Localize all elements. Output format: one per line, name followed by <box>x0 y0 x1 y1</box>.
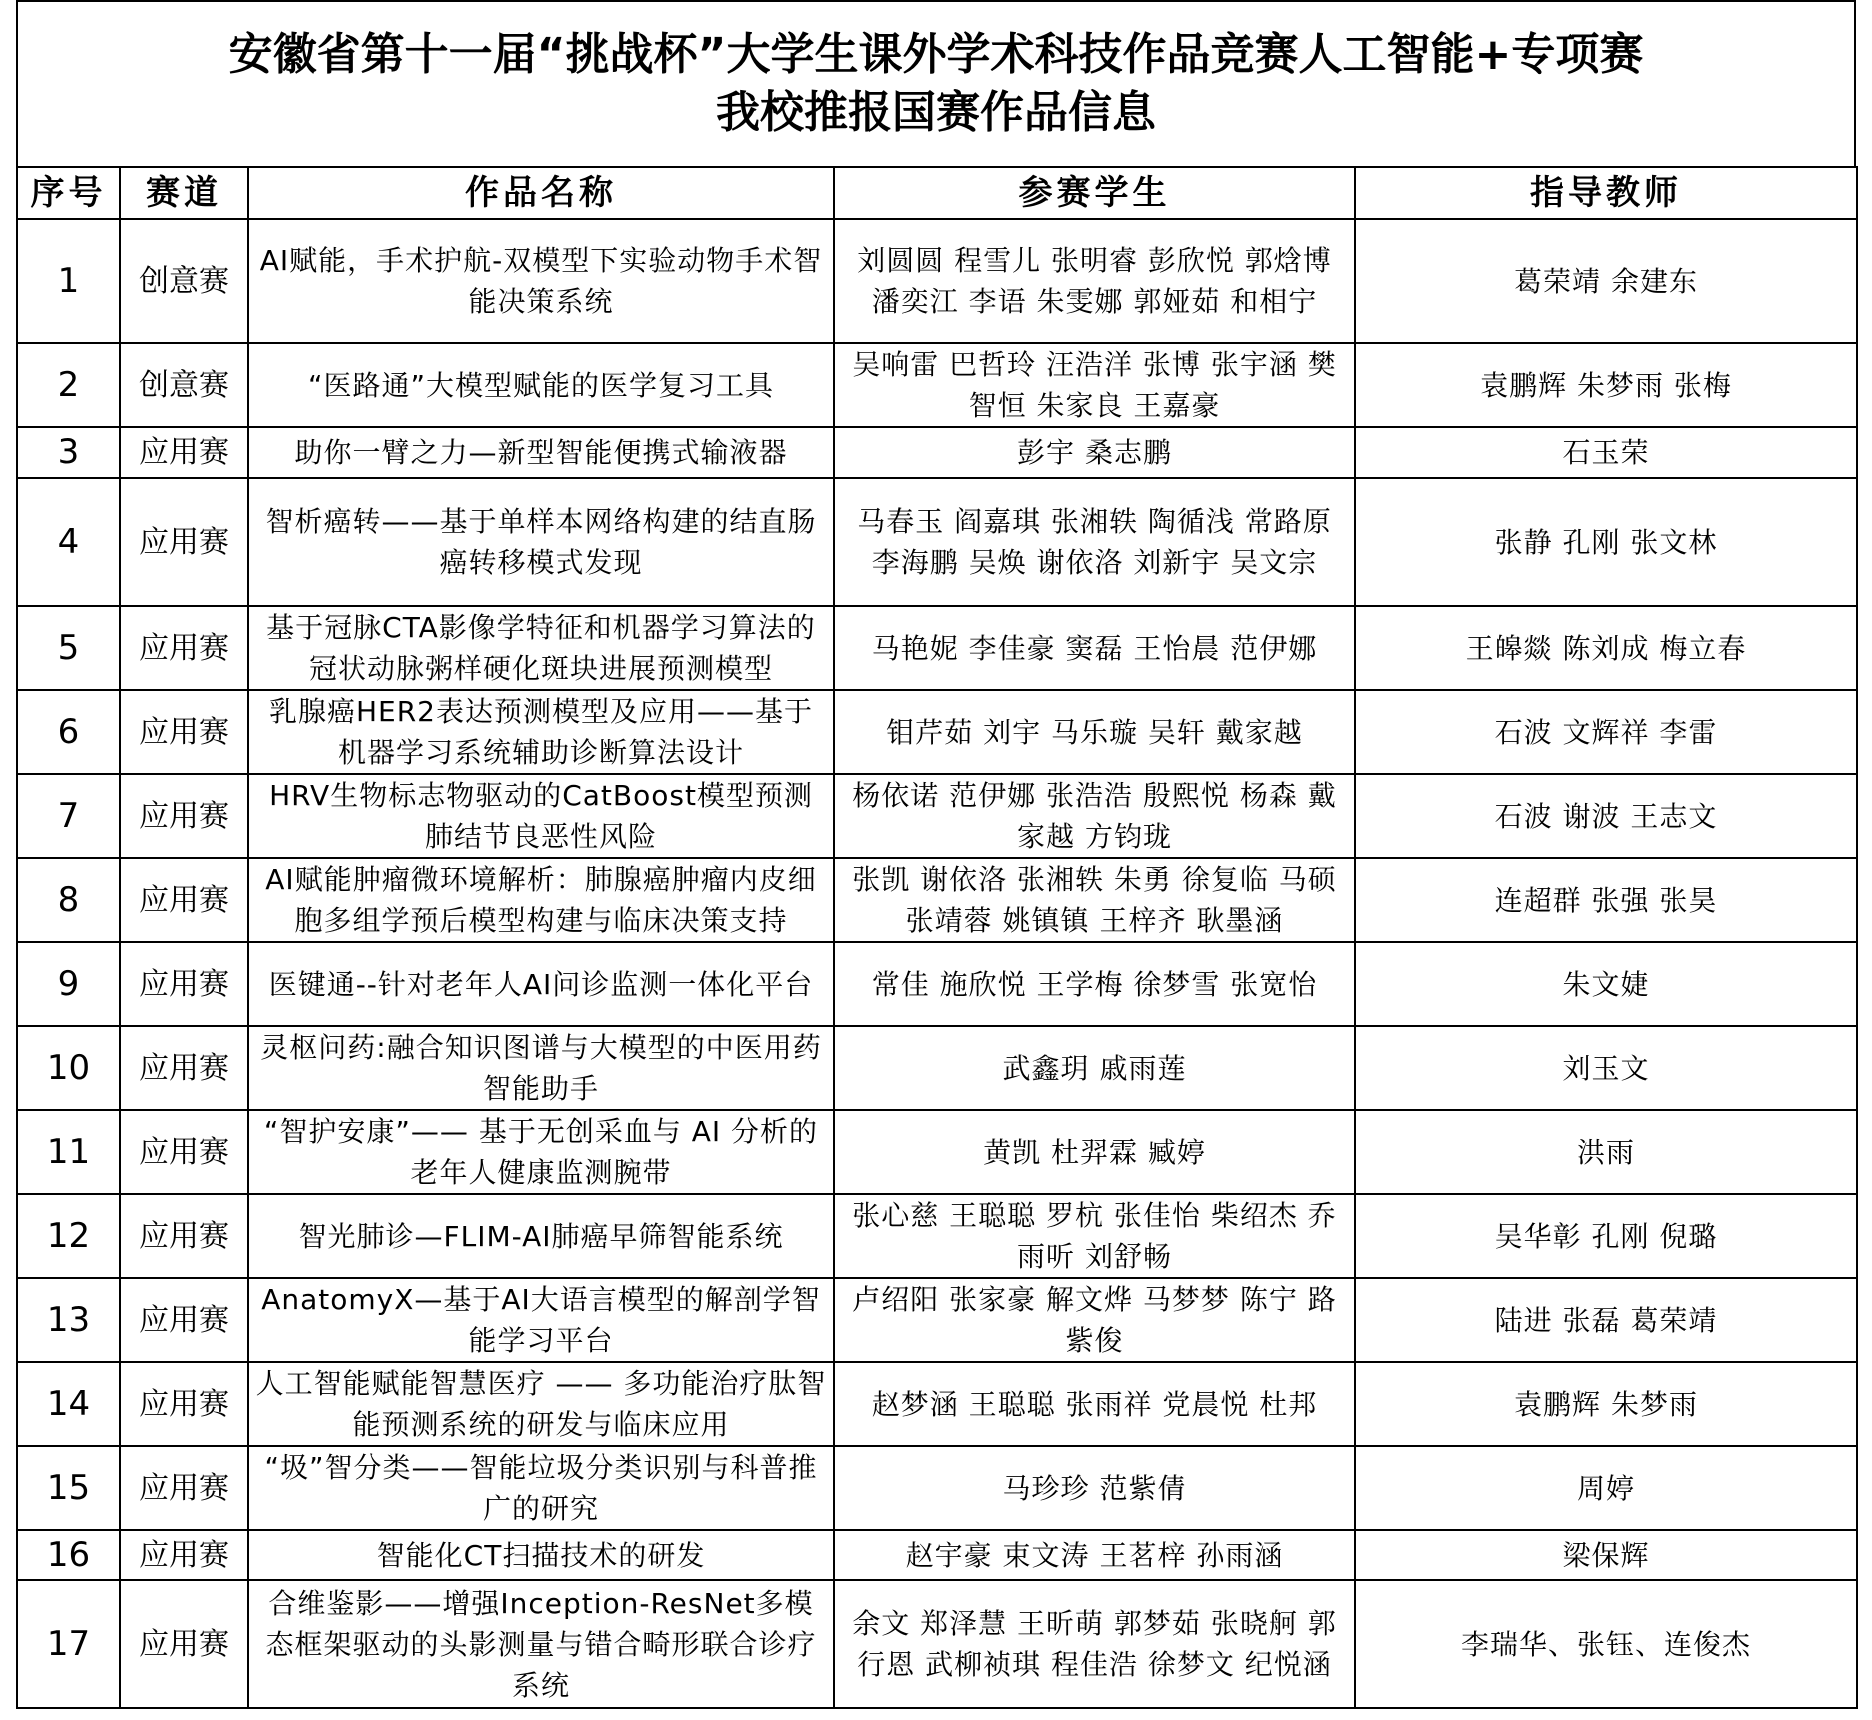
row-students: 刘圆圆 程雪儿 张明睿 彭欣悦 郭焓博 潘奕江 李语 朱雯娜 郭娅茹 和相宁 <box>834 219 1355 343</box>
row-track: 应用赛 <box>120 478 248 606</box>
row-teachers: 葛荣靖 余建东 <box>1355 219 1857 343</box>
row-number: 12 <box>17 1194 120 1278</box>
row-students: 钼芹茹 刘宇 马乐璇 吴轩 戴家越 <box>834 690 1355 774</box>
row-track: 应用赛 <box>120 774 248 858</box>
row-title: AnatomyX—基于AI大语言模型的解剖学智能学习平台 <box>248 1278 834 1362</box>
document-subtitle: 我校推报国赛作品信息 <box>716 87 1156 138</box>
row-teachers: 梁保辉 <box>1355 1530 1857 1580</box>
row-students: 杨依诺 范伊娜 张浩浩 殷熙悦 杨森 戴家越 方钧珑 <box>834 774 1355 858</box>
row-title: “智护安康”—— 基于无创采血与 AI 分析的老年人健康监测腕带 <box>248 1110 834 1194</box>
row-number: 11 <box>17 1110 120 1194</box>
row-teachers: 石波 文辉祥 李雷 <box>1355 690 1857 774</box>
row-number: 13 <box>17 1278 120 1362</box>
table-row <box>17 1580 1857 1708</box>
table-row <box>17 690 1857 774</box>
row-students: 马艳妮 李佳豪 窦磊 王怡晨 范伊娜 <box>834 606 1355 690</box>
row-students: 马春玉 阎嘉琪 张湘轶 陶循浅 常路原 李海鹏 吴焕 谢依洛 刘新宇 吴文宗 <box>834 478 1355 606</box>
row-title: AI赋能肿瘤微环境解析：肺腺癌肿瘤内皮细胞多组学预后模型构建与临床决策支持 <box>248 858 834 942</box>
row-students: 赵宇豪 束文涛 王茗梓 孙雨涵 <box>834 1530 1355 1580</box>
row-number: 17 <box>17 1580 120 1708</box>
table-row <box>17 1194 1857 1278</box>
row-track: 应用赛 <box>120 1194 248 1278</box>
row-title: 合维鉴影——增强Inception-ResNet多模态框架驱动的头影测量与错合畸形联合诊疗系统 <box>248 1580 834 1708</box>
row-teachers: 连超群 张强 张昊 <box>1355 858 1857 942</box>
row-number: 6 <box>17 690 120 774</box>
row-students: 常佳 施欣悦 王学梅 徐梦雪 张宽怡 <box>834 942 1355 1026</box>
table-row <box>17 1278 1857 1362</box>
document-header <box>16 0 1856 166</box>
row-title: 基于冠脉CTA影像学特征和机器学习算法的冠状动脉粥样硬化斑块进展预测模型 <box>248 606 834 690</box>
row-track: 应用赛 <box>120 1530 248 1580</box>
row-teachers: 王皞燚 陈刘成 梅立春 <box>1355 606 1857 690</box>
table-row <box>17 478 1857 606</box>
row-teachers: 袁鹏辉 朱梦雨 <box>1355 1362 1857 1446</box>
row-students: 武鑫玥 戚雨莲 <box>834 1026 1355 1110</box>
row-track: 创意赛 <box>120 219 248 343</box>
document-title: 安徽省第十一届“挑战杯”大学生课外学术科技作品竞赛人工智能+专项赛 <box>228 29 1644 80</box>
row-title: 灵枢问药:融合知识图谱与大模型的中医用药智能助手 <box>248 1026 834 1110</box>
row-number: 14 <box>17 1362 120 1446</box>
row-number: 5 <box>17 606 120 690</box>
table-row <box>17 343 1857 427</box>
table-row <box>17 606 1857 690</box>
row-students: 彭宇 桑志鹏 <box>834 427 1355 478</box>
table-row <box>17 858 1857 942</box>
row-number: 1 <box>17 219 120 343</box>
column-header-track: 赛道 <box>120 167 248 219</box>
row-teachers: 张静 孔刚 张文林 <box>1355 478 1857 606</box>
works-table <box>16 166 1858 1709</box>
row-track: 应用赛 <box>120 427 248 478</box>
row-number: 4 <box>17 478 120 606</box>
row-title: “圾”智分类——智能垃圾分类识别与科普推广的研究 <box>248 1446 834 1530</box>
row-number: 9 <box>17 942 120 1026</box>
row-teachers: 朱文婕 <box>1355 942 1857 1026</box>
row-title: 智能化CT扫描技术的研发 <box>248 1530 834 1580</box>
row-teachers: 吴华彰 孔刚 倪璐 <box>1355 1194 1857 1278</box>
row-students: 吴响雷 巴哲玲 汪浩洋 张博 张宇涵 樊智恒 朱家良 王嘉豪 <box>834 343 1355 427</box>
row-number: 8 <box>17 858 120 942</box>
row-teachers: 刘玉文 <box>1355 1026 1857 1110</box>
row-number: 10 <box>17 1026 120 1110</box>
row-teachers: 袁鹏辉 朱梦雨 张梅 <box>1355 343 1857 427</box>
row-number: 3 <box>17 427 120 478</box>
column-header-teachers: 指导教师 <box>1355 167 1857 219</box>
row-title: “医路通”大模型赋能的医学复习工具 <box>248 343 834 427</box>
row-title: 医键通--针对老年人AI问诊监测一体化平台 <box>248 942 834 1026</box>
table-row <box>17 1362 1857 1446</box>
row-teachers: 李瑞华、张钰、连俊杰 <box>1355 1580 1857 1708</box>
table-row <box>17 427 1857 478</box>
row-track: 应用赛 <box>120 942 248 1026</box>
row-title: AI赋能，手术护航-双模型下实验动物手术智能决策系统 <box>248 219 834 343</box>
row-students: 马珍珍 范紫倩 <box>834 1446 1355 1530</box>
row-teachers: 周婷 <box>1355 1446 1857 1530</box>
row-track: 创意赛 <box>120 343 248 427</box>
row-track: 应用赛 <box>120 858 248 942</box>
table-row <box>17 1530 1857 1580</box>
row-students: 余文 郑泽慧 王昕萌 郭梦茹 张晓舸 郭行恩 武柳祯琪 程佳浩 徐梦文 纪悦涵 <box>834 1580 1355 1708</box>
row-teachers: 陆进 张磊 葛荣靖 <box>1355 1278 1857 1362</box>
table-row <box>17 774 1857 858</box>
row-number: 7 <box>17 774 120 858</box>
column-header-number: 序号 <box>17 167 120 219</box>
table-row <box>17 1446 1857 1530</box>
row-number: 2 <box>17 343 120 427</box>
row-track: 应用赛 <box>120 1026 248 1110</box>
row-title: 智光肺诊—FLIM-AI肺癌早筛智能系统 <box>248 1194 834 1278</box>
row-track: 应用赛 <box>120 1580 248 1708</box>
row-students: 卢绍阳 张家豪 解文烨 马梦梦 陈宁 路紫俊 <box>834 1278 1355 1362</box>
row-students: 张凯 谢依洛 张湘轶 朱勇 徐复临 马硕 张靖蓉 姚镇镇 王梓齐 耿墨涵 <box>834 858 1355 942</box>
row-track: 应用赛 <box>120 606 248 690</box>
row-students: 赵梦涵 王聪聪 张雨祥 党晨悦 杜邦 <box>834 1362 1355 1446</box>
row-title: 智析癌转——基于单样本网络构建的结直肠癌转移模式发现 <box>248 478 834 606</box>
row-track: 应用赛 <box>120 1110 248 1194</box>
document-sheet <box>16 0 1856 1709</box>
table-row <box>17 1110 1857 1194</box>
table-row <box>17 1026 1857 1110</box>
row-title: 乳腺癌HER2表达预测模型及应用——基于机器学习系统辅助诊断算法设计 <box>248 690 834 774</box>
row-track: 应用赛 <box>120 1362 248 1446</box>
row-track: 应用赛 <box>120 1278 248 1362</box>
row-number: 15 <box>17 1446 120 1530</box>
row-title: 助你一臂之力—新型智能便携式输液器 <box>248 427 834 478</box>
row-teachers: 石玉荣 <box>1355 427 1857 478</box>
table-row <box>17 942 1857 1026</box>
column-header-title: 作品名称 <box>248 167 834 219</box>
table-row <box>17 219 1857 343</box>
row-teachers: 石波 谢波 王志文 <box>1355 774 1857 858</box>
row-title: 人工智能赋能智慧医疗 —— 多功能治疗肽智能预测系统的研发与临床应用 <box>248 1362 834 1446</box>
row-students: 黄凯 杜羿霖 臧婷 <box>834 1110 1355 1194</box>
table-header-row <box>17 167 1857 219</box>
row-title: HRV生物标志物驱动的CatBoost模型预测肺结节良恶性风险 <box>248 774 834 858</box>
row-students: 张心慈 王聪聪 罗杭 张佳怡 柴绍杰 乔雨听 刘舒畅 <box>834 1194 1355 1278</box>
row-track: 应用赛 <box>120 690 248 774</box>
row-teachers: 洪雨 <box>1355 1110 1857 1194</box>
row-number: 16 <box>17 1530 120 1580</box>
column-header-students: 参赛学生 <box>834 167 1355 219</box>
row-track: 应用赛 <box>120 1446 248 1530</box>
